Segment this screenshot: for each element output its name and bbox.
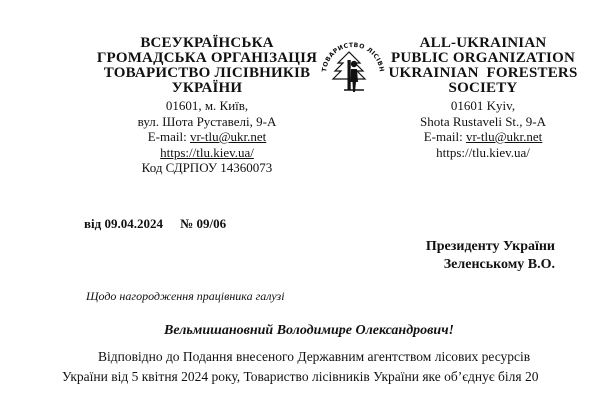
right-email-link[interactable]: vr-tlu@ukr.net bbox=[465, 129, 543, 144]
recipient-name: Зеленському В.О. bbox=[443, 257, 555, 272]
left-org-line: ГРОМАДСЬКА ОРГАНІЗАЦІЯ bbox=[96, 50, 318, 66]
right-header bbox=[388, 36, 578, 160]
right-email-label: E-mail: bbox=[423, 129, 466, 144]
body-line: України від 5 квітня 2024 року, Товариство лісівників України яке об’єднує біля 20 bbox=[62, 369, 539, 384]
left-website-link[interactable]: https://tlu.kiev.ua/ bbox=[160, 144, 254, 160]
right-street: Shota Rustaveli St., 9-A bbox=[419, 113, 547, 129]
right-org-line: ALL-UKRAINIAN bbox=[419, 35, 547, 51]
right-postcode-city: 01601 Kyiv, bbox=[450, 98, 516, 113]
left-org-name bbox=[92, 36, 322, 96]
recipient-block bbox=[380, 238, 555, 274]
logo-ring-text: ТОВАРИСТВО ЛІСІВН bbox=[321, 41, 386, 73]
left-org-line: УКРАЇНИ bbox=[171, 80, 243, 96]
left-email-row bbox=[92, 129, 322, 145]
letter-subject: Щодо нагородження працівника галузі bbox=[86, 289, 285, 303]
letter-body bbox=[62, 347, 582, 387]
body-line: Відповідно до Подання внесеного Державним агентством лісових ресурсів bbox=[98, 349, 531, 364]
letter-date: від 09.04.2024 bbox=[84, 216, 163, 231]
left-edrpou: Код СДРПОУ 14360073 bbox=[141, 160, 273, 175]
left-postcode-city: 01601, м. Київ, bbox=[165, 98, 249, 113]
right-org-line: PUBLIC ORGANIZATION bbox=[391, 50, 575, 66]
letter-greeting: Вельмишановний Володимире Олександрович! bbox=[164, 323, 454, 338]
forester-tree-logo-icon bbox=[316, 32, 390, 106]
left-org-line: ТОВАРИСТВО ЛІСІВНИКІВ bbox=[103, 65, 311, 81]
recipient-title: Президенту України bbox=[425, 239, 555, 254]
left-address bbox=[92, 98, 322, 176]
right-address bbox=[388, 98, 578, 160]
right-org-line: SOCIETY bbox=[448, 80, 518, 96]
right-website-link[interactable]: https://tlu.kiev.ua/ bbox=[436, 144, 530, 160]
letter-date-number bbox=[84, 216, 226, 232]
left-email-link[interactable]: vr-tlu@ukr.net bbox=[189, 129, 267, 144]
right-org-line: UKRAINIAN FORESTERS bbox=[388, 65, 578, 81]
right-org-name bbox=[388, 36, 578, 96]
left-header bbox=[92, 36, 322, 176]
left-email-label: E-mail: bbox=[147, 129, 190, 144]
left-street: вул. Шота Руставелі, 9-А bbox=[137, 113, 277, 129]
letter-number: № 09/06 bbox=[180, 216, 227, 231]
right-email-row bbox=[388, 129, 578, 145]
left-org-line: ВСЕУКРАЇНСЬКА bbox=[140, 35, 274, 51]
